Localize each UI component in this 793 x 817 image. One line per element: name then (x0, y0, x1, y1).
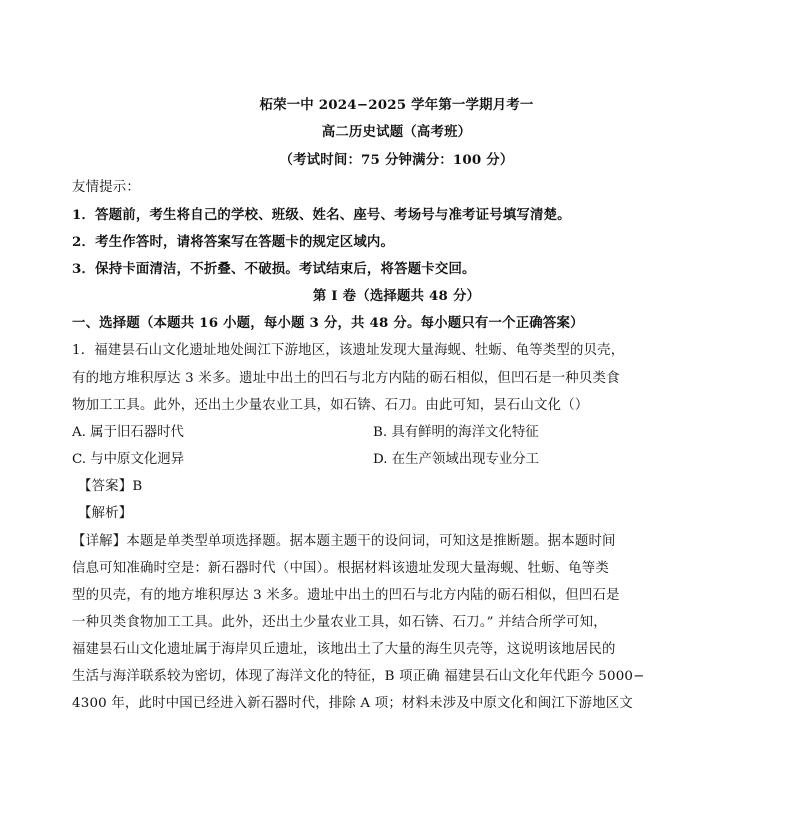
detail-line-5: 福建昙石山文化遗址属于海岸贝丘遗址，该地出土了大量的海生贝壳等，这说明该地居民的 (72, 642, 616, 657)
tips-title: 友情提示： (72, 180, 140, 195)
option-b: B. 具有鲜明的海洋文化特征 (373, 425, 539, 440)
tip-item-3: 3．保持卡面清洁，不折叠、不破损。考试结束后，将答题卡交回。 (72, 261, 476, 277)
exam-school-title: 柘荣一中 2024−2025 学年第一学期月考一 (259, 97, 534, 113)
option-c: C. 与中原文化迥异 (72, 452, 185, 467)
question-1-line-3: 物加工工具。此外，还出土少量农业工具，如石锛、石刀。由此可知，昙石山文化（） (72, 398, 589, 413)
detail-line-7: 4300 年，此时中国已经进入新石器时代，排除 A 项；材料未涉及中原文化和闽江下游地区文 (72, 696, 633, 711)
analysis-label: 【解析】 (78, 506, 133, 521)
part-title: 一、选择题（本题共 16 小题，每小题 3 分，共 48 分。每小题只有一个正确答案） (72, 315, 584, 331)
exam-time-score: （考试时间：75 分钟满分：100 分） (279, 152, 514, 168)
option-a: A. 属于旧石器时代 (72, 425, 184, 440)
detail-line-4: 一种贝类食物加工工具。此外，还出土少量农业工具，如石锛、石刀。” 并结合所学可知， (72, 615, 607, 630)
question-1-line-1: 1．福建昙石山文化遗址地处闽江下游地区，该遗址发现大量海蚬、牡蛎、龟等类型的贝壳， (72, 343, 625, 358)
detail-line-6: 生活与海洋联系较为密切，体现了海洋文化的特征，B 项正确 福建昙石山文化年代距今 5000− (72, 669, 645, 684)
volume-title: 第 I 卷（选择题共 48 分） (312, 288, 481, 304)
exam-subject-title: 高二历史试题（高考班） (321, 124, 472, 140)
tip-item-2: 2．考生作答时，请将答案写在答题卡的规定区域内。 (72, 234, 395, 250)
answer-line: 【答案】B (78, 479, 143, 494)
detail-line-1: 【详解】本题是单类型单项选择题。据本题主题干的设问词，可知这是推断题。据本题时间 (72, 534, 616, 549)
detail-line-2: 信息可知准确时空是：新石器时代（中国）。根据材料该遗址发现大量海蚬、牡蛎、龟等类 (72, 561, 609, 576)
tip-item-1: 1．答题前，考生将自己的学校、班级、姓名、座号、考场号与准考证号填写清楚。 (72, 207, 571, 223)
detail-line-3: 型的贝壳，有的地方堆积厚达 3 米多。遗址中出土的凹石与北方内陆的砺石相似，但凹石是 (72, 588, 620, 603)
question-1-line-2: 有的地方堆积厚达 3 米多。遗址中出土的凹石与北方内陆的砺石相似，但凹石是一种贝类食 (72, 371, 620, 386)
option-d: D. 在生产领域出现专业分工 (373, 452, 540, 467)
